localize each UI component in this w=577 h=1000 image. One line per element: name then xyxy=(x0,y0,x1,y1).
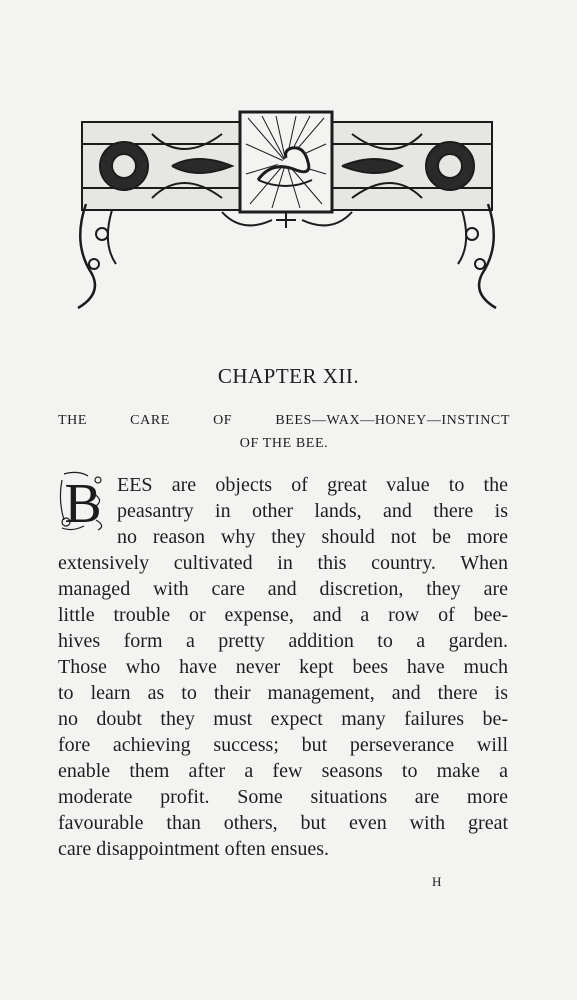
chapter-subtitle xyxy=(58,409,510,455)
body-line-12: enable them after a few seasons to make a xyxy=(58,760,508,782)
body-line-2: peasantry in other lands, and there is xyxy=(117,500,508,522)
body-line-4: extensively cultivated in this country. When xyxy=(58,552,508,574)
body-line-6: little trouble or expense, and a row of bee- xyxy=(58,604,508,626)
subtitle-line-1: THE CARE OF BEES—WAX—HONEY—INSTINCT xyxy=(58,413,510,428)
chapter-title: CHAPTER XII. xyxy=(217,364,360,388)
drop-cap-ornament xyxy=(58,470,108,532)
body-line-5: managed with care and discretion, they are xyxy=(58,578,508,600)
body-line-1: EES are objects of great value to the xyxy=(117,474,508,496)
drop-cap-letter: B xyxy=(64,473,102,532)
body-line-11: fore achieving success; but perseverance will xyxy=(58,734,508,756)
body-line-14: favourable than others, but even with great xyxy=(58,812,508,834)
body-line-15: care disappointment often ensues. xyxy=(58,838,330,860)
subtitle-line-2: OF THE BEE. xyxy=(239,436,329,451)
ornamental-headpiece xyxy=(72,104,502,314)
body-line-3: no reason why they should not be more xyxy=(117,526,508,548)
body-line-8: Those who have never kept bees have much xyxy=(58,656,508,678)
signature-mark: H xyxy=(432,874,442,889)
body-line-7: hives form a pretty addition to a garden. xyxy=(58,630,508,652)
body-line-10: no doubt they must expect many failures be- xyxy=(58,708,508,730)
body-line-13: moderate profit. Some situations are more xyxy=(58,786,508,808)
body-line-9: to learn as to their management, and there is xyxy=(58,682,508,704)
